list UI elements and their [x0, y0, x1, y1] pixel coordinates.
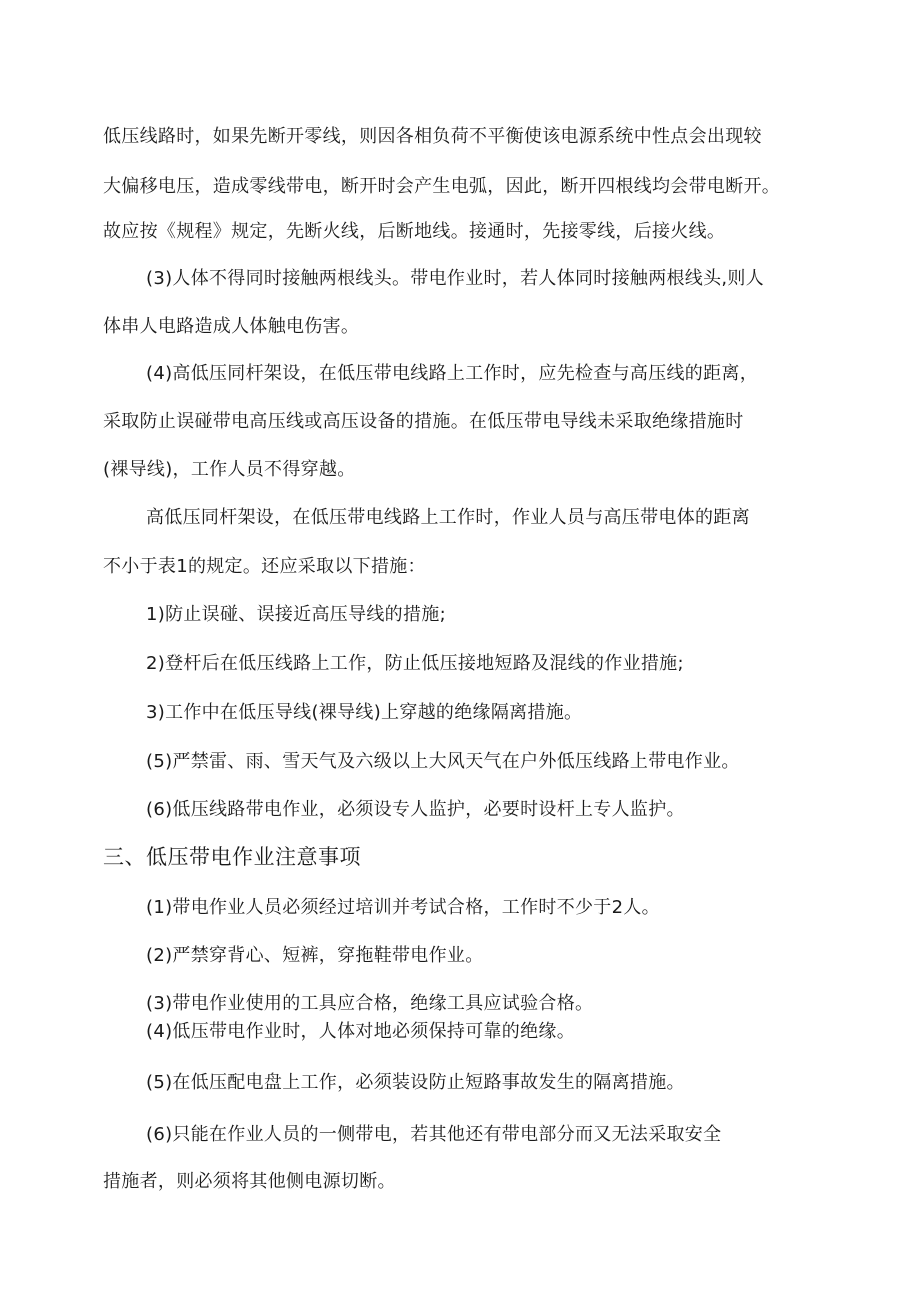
- text-line: 2)登杆后在低压线路上工作，防止低压接地短路及混线的作业措施;: [146, 653, 684, 674]
- text-line: 故应按《规程》规定，先断火线，后断地线。接通时，先接零线，后接火线。: [103, 221, 726, 242]
- text-line: (4)高低压同杆架设，在低压带电线路上工作时，应先检查与高压线的距离，: [146, 363, 758, 384]
- text-line: 措施者，则必须将其他侧电源切断。: [103, 1171, 396, 1192]
- text-line: (2)严禁穿背心、短裤，穿拖鞋带电作业。: [146, 945, 484, 966]
- text-line: (3)人体不得同时接触两根线头。带电作业时，若人体同时接触两根线头,则人: [146, 268, 765, 289]
- text-line: 大偏移电压，造成零线带电，断开时会产生电弧，因此，断开四根线均会带电断开。: [103, 176, 781, 197]
- text-line: 采取防止误碰带电高压线或高压设备的措施。在低压带电导线未采取绝缘措施时: [103, 411, 744, 432]
- text-line: 不小于表1的规定。还应采取以下措施：: [103, 556, 426, 577]
- text-line: (5)在低压配电盘上工作，必须装设防止短路事故发生的隔离措施。: [146, 1072, 685, 1093]
- text-line: (6)只能在作业人员的一侧带电，若其他还有带电部分而又无法采取安全: [146, 1124, 722, 1145]
- text-line: (6)低压线路带电作业，必须设专人监护，必要时设杆上专人监护。: [146, 799, 685, 820]
- text-line: 1)防止误碰、误接近高压导线的措施;: [146, 604, 446, 625]
- text-line: (4)低压带电作业时，人体对地必须保持可靠的绝缘。: [146, 1021, 575, 1042]
- text-line: (5)严禁雷、雨、雪天气及六级以上大风天气在户外低压线路上带电作业。: [146, 751, 740, 772]
- section-heading: 三、低压带电作业注意事项: [103, 845, 361, 869]
- text-line: 3)工作中在低压导线(裸导线)上穿越的绝缘隔离措施。: [146, 702, 583, 723]
- text-line: 体串人电路造成人体触电伤害。: [103, 316, 360, 337]
- text-line: (3)带电作业使用的工具应合格，绝缘工具应试验合格。: [146, 993, 594, 1014]
- text-line: 高低压同杆架设，在低压带电线路上工作时，作业人员与高压带电体的距离: [146, 507, 750, 528]
- text-line: 低压线路时，如果先断开零线，则因各相负荷不平衡使该电源系统中性点会出现较: [103, 126, 762, 147]
- text-line: (1)带电作业人员必须经过培训并考试合格，工作时不少于2人。: [146, 897, 660, 918]
- text-line: (裸导线)，工作人员不得穿越。: [103, 459, 356, 480]
